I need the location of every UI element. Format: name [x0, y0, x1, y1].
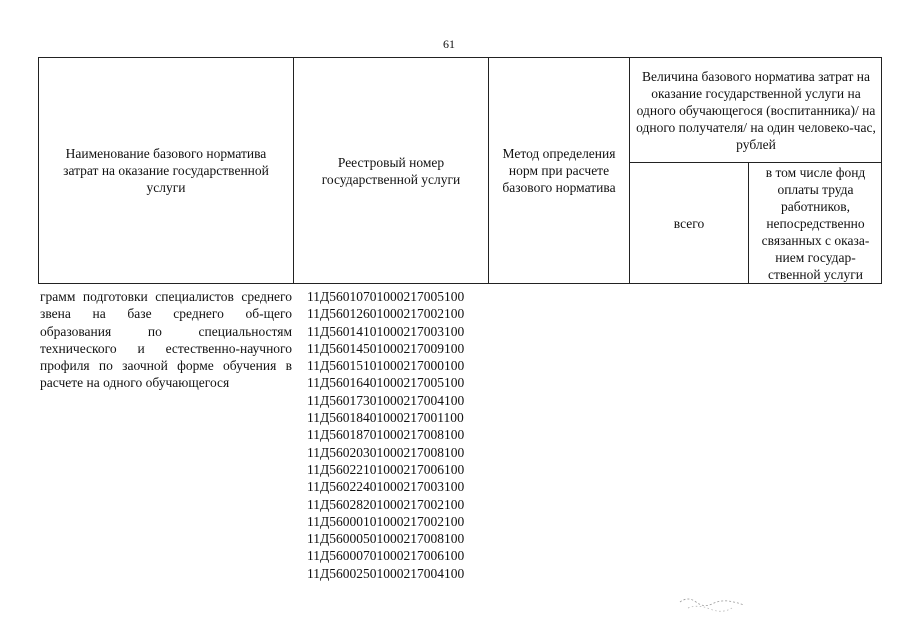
registry-code: 11Д56000101000217002100: [307, 513, 465, 529]
header-total-cell: всего: [673, 215, 705, 231]
registry-code: 11Д56022101000217006100: [307, 461, 465, 477]
page-number: 61: [443, 37, 455, 51]
registry-code: 11Д56015101000217000100: [307, 358, 465, 374]
registry-code: 11Д56028201000217002100: [307, 496, 465, 512]
registry-code: 11Д56000701000217006100: [307, 548, 465, 564]
registry-code: 11Д56014501000217009100: [307, 340, 465, 356]
header-fund-cell: в том числе фонд оплаты труда работников, непосредственно связанных с оказа-нием государ-ственной услуги: [761, 164, 870, 282]
registry-code: 11Д56016401000217005100: [307, 375, 465, 391]
registry-code: 11Д56000501000217008100: [307, 531, 465, 547]
registry-code: 11Д56018701000217008100: [307, 427, 465, 443]
registry-code: 11Д56017301000217004100: [307, 392, 465, 408]
table-header: [38, 57, 882, 284]
service-name-text: грамм подготовки специалистов среднего звена на базе среднего об-щего образования по специальностям технического и естественно-научного профиля по заочной форме обучения в расчете на одного обучающегося: [40, 289, 292, 391]
header-name-cell: Наименование базового норматива затрат на оказание государственной услуги: [63, 146, 269, 195]
registry-code: 11Д56020301000217008100: [307, 444, 465, 460]
header-value-cell: Величина базового норматива затрат на оказание государственной услуги на одного обучающегося (воспитанника)/ на одного получателя/ на один человеко-час, рублей: [636, 68, 876, 152]
registry-code-list: [307, 288, 497, 582]
registry-code: 11Д56014101000217003100: [307, 323, 465, 339]
header-registry-cell: Реестровый номер государственной услуги: [321, 154, 461, 187]
scan-mark: [678, 588, 748, 616]
registry-code: 11Д56002501000217004100: [307, 565, 465, 581]
header-method-cell: Метод определения норм при расчете базового норматива: [502, 146, 616, 195]
registry-code: 11Д56012601000217002100: [307, 306, 465, 322]
registry-code: 11Д56022401000217003100: [307, 479, 465, 495]
registry-code: 11Д56010701000217005100: [307, 289, 465, 304]
registry-code: 11Д56018401000217001100: [307, 410, 464, 426]
